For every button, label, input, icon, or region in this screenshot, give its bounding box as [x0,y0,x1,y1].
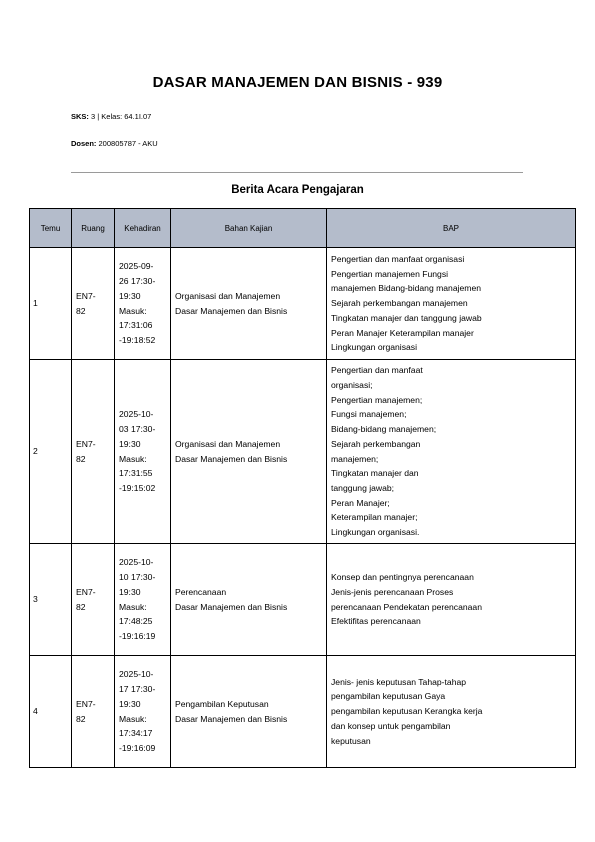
cell-kehadiran-line: 03 17:30- [119,424,156,435]
cell-ruang-line: 82 [76,601,86,612]
cell-bap-line: Sejarah perkembangan [331,438,421,449]
header-temu: Temu [30,209,72,248]
cell-bap-line: Peran Manajer; [331,497,390,508]
cell-bap-line: organisasi; [331,379,373,390]
document-title: DASAR MANAJEMEN DAN BISNIS - 939 [152,74,443,91]
cell-ruang [72,360,115,544]
cell-kehadiran-line: 19:30 [119,438,141,449]
table-row [30,360,576,544]
cell-ruang-line: 82 [76,453,86,464]
cell-kehadiran [115,248,171,360]
cell-bap-line: tanggung jawab; [331,482,395,493]
cell-bap [327,544,576,656]
sks-info [71,112,151,121]
header-bap: BAP [327,209,576,248]
cell-bap [327,360,576,544]
cell-kehadiran-line: 19:30 [119,586,141,597]
cell-bap-line: Peran Manajer Keterampilan manajer [331,327,474,338]
dosen-label: Dosen: [71,139,97,148]
cell-bap-line: perencanaan Pendekatan perencanaan [331,601,482,612]
cell-bahan-kajian-line: Perencanaan [175,586,227,597]
cell-kehadiran-line: 26 17:30- [119,276,156,287]
table-row [30,544,576,656]
cell-kehadiran [115,544,171,656]
cell-bap-line: Tingkatan manajer dan tanggung jawab [331,312,482,323]
cell-bahan-kajian [171,544,327,656]
cell-kehadiran-line: 19:30 [119,698,141,709]
cell-temu-line: 1 [33,298,38,309]
cell-bap-line: keputusan [331,735,371,746]
cell-temu [30,360,72,544]
header-kehadiran: Kehadiran [115,209,171,248]
cell-bap-line: manajemen; [331,453,379,464]
cell-bahan-kajian-line: Pengambilan Keputusan [175,698,269,709]
cell-temu [30,248,72,360]
cell-kehadiran [115,360,171,544]
cell-bap-line: manajemen Bidang-bidang manajemen [331,283,482,294]
cell-kehadiran-line: Masuk: [119,453,147,464]
cell-kehadiran-line: 2025-09- [119,261,154,272]
cell-bahan-kajian [171,656,327,768]
cell-ruang-line: 82 [76,305,86,316]
cell-bap-line: Bidang-bidang manajemen; [331,424,437,435]
cell-temu-line: 2 [33,446,38,457]
section-title: Berita Acara Pengajaran [231,184,364,196]
cell-bap-line: Lingkungan organisasi. [331,527,420,538]
bap-table [29,208,576,768]
cell-ruang-line: 82 [76,713,86,724]
cell-temu-line: 4 [33,706,38,717]
cell-bahan-kajian [171,360,327,544]
cell-kehadiran-line: -19:16:09 [119,742,156,753]
cell-kehadiran-line: 17 17:30- [119,684,156,695]
cell-bap-line: Lingkungan organisasi [331,342,418,353]
cell-bap-line: Keterampilan manajer; [331,512,418,523]
cell-temu [30,656,72,768]
cell-bap-line: Sejarah perkembangan manajemen [331,298,468,309]
cell-kehadiran-line: Masuk: [119,601,147,612]
cell-bahan-kajian-line: Dasar Manajemen dan Bisnis [175,453,288,464]
cell-kehadiran-line: -19:16:19 [119,630,156,641]
cell-kehadiran-line: -19:18:52 [119,334,156,345]
cell-bahan-kajian-line: Organisasi dan Manajemen [175,290,281,301]
cell-kehadiran-line: 2025-10- [119,409,154,420]
cell-ruang [72,656,115,768]
table-row [30,248,576,360]
sks-value: 3 | Kelas: 64.1I.07 [91,112,152,121]
table-row [30,656,576,768]
cell-bahan-kajian-line: Dasar Manajemen dan Bisnis [175,601,288,612]
cell-bap-line: Pengertian manajemen Fungsi [331,268,449,279]
sks-label: SKS: [71,112,89,121]
cell-bap-line: Pengertian manajemen; [331,394,423,405]
cell-ruang-line: EN7- [76,438,96,449]
cell-bahan-kajian-line: Organisasi dan Manajemen [175,438,281,449]
cell-ruang-line: EN7- [76,290,96,301]
cell-kehadiran [115,656,171,768]
cell-bap-line: dan konsep untuk pengambilan [331,720,451,731]
cell-kehadiran-line: 2025-10- [119,669,154,680]
cell-bap [327,248,576,360]
cell-bap-line: Pengertian dan manfaat organisasi [331,254,465,265]
cell-bap-line: pengambilan keputusan Gaya [331,691,446,702]
cell-kehadiran-line: Masuk: [119,305,147,316]
cell-kehadiran-line: Masuk: [119,713,147,724]
cell-bahan-kajian [171,248,327,360]
cell-ruang [72,544,115,656]
cell-bap-line: Tingkatan manajer dan [331,468,419,479]
cell-bahan-kajian-line: Dasar Manajemen dan Bisnis [175,305,288,316]
cell-temu-line: 3 [33,594,38,605]
cell-bap-line: Jenis- jenis keputusan Tahap-tahap [331,676,467,687]
cell-bap-line: pengambilan keputusan Kerangka kerja [331,706,483,717]
cell-kehadiran-line: 17:48:25 [119,616,153,627]
dosen-value: 200805787 - AKU [98,139,158,148]
dosen-info [71,139,158,148]
cell-kehadiran-line: 17:31:06 [119,320,153,331]
cell-ruang-line: EN7- [76,698,96,709]
divider [71,172,523,173]
cell-bap-line: Efektifitas perencanaan [331,616,421,627]
table-header-row [30,209,576,248]
cell-kehadiran-line: 17:31:55 [119,468,153,479]
cell-bap-line: Jenis-jenis perencanaan Proses [331,586,454,597]
cell-bap-line: Fungsi manajemen; [331,409,407,420]
header-bahan-kajian: Bahan Kajian [171,209,327,248]
cell-kehadiran-line: 19:30 [119,290,141,301]
cell-bap [327,656,576,768]
cell-kehadiran-line: 17:34:17 [119,728,153,739]
cell-kehadiran-line: 10 17:30- [119,572,156,583]
cell-bap-line: Konsep dan pentingnya perencanaan [331,572,474,583]
cell-ruang [72,248,115,360]
cell-bap-line: Pengertian dan manfaat [331,365,423,376]
cell-ruang-line: EN7- [76,586,96,597]
header-ruang: Ruang [72,209,115,248]
cell-kehadiran-line: -19:15:02 [119,482,156,493]
cell-kehadiran-line: 2025-10- [119,557,154,568]
cell-temu [30,544,72,656]
cell-bahan-kajian-line: Dasar Manajemen dan Bisnis [175,713,288,724]
